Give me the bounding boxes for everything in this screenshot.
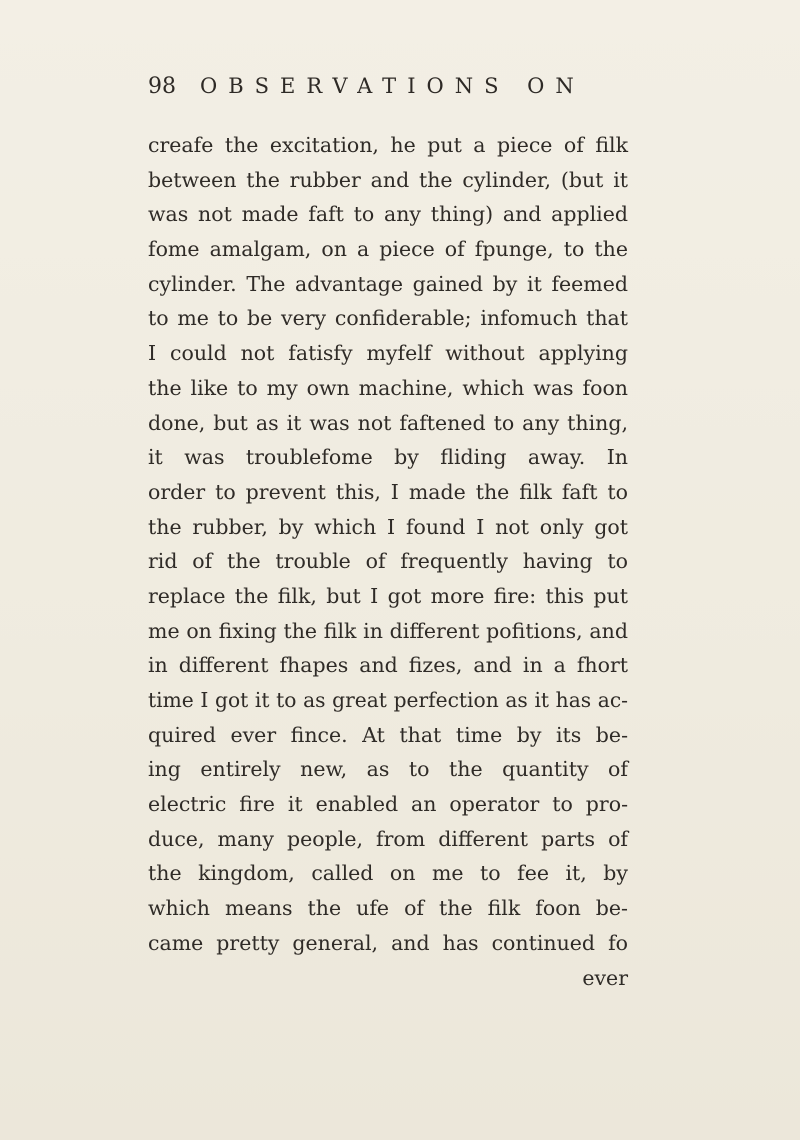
running-head: OBSERVATIONS ON <box>200 74 585 98</box>
text-line: rid of the trouble of frequently having to <box>148 549 628 574</box>
catchword: ever <box>582 965 628 990</box>
text-line: ing entirely new, as to the quantity of <box>148 757 628 782</box>
text-line: was not made faft to any thing) and applied <box>148 202 628 227</box>
text-line: between the rubber and the cylinder, (but it <box>148 167 628 192</box>
text-line: replace the filk, but I got more fire: this put <box>148 583 628 608</box>
text-line: quired ever fince. At that time by its be- <box>148 722 628 747</box>
text-line: the like to my own machine, which was foon <box>148 375 628 400</box>
text-line: creafe the excitation, he put a piece of filk <box>148 133 628 157</box>
text-line: cylinder. The advantage gained by it feemed <box>148 271 628 296</box>
text-line: which means the ufe of the filk foon be- <box>148 896 628 921</box>
text-line: me on fixing the filk in different pofitions, and <box>148 618 628 643</box>
page-number: 98 <box>148 74 176 99</box>
text-line: electric fire it enabled an operator to pro- <box>148 792 628 817</box>
text-line: the kingdom, called on me to fee it, by <box>148 861 628 886</box>
text-line: the rubber, by which I found I not only got <box>148 514 628 539</box>
text-line: time I got it to as great perfection as it has ac- <box>148 688 628 712</box>
text-line: done, but as it was not faftened to any thing, <box>148 410 628 435</box>
text-line: order to prevent this, I made the filk faft to <box>148 479 628 504</box>
page-header <box>148 74 628 114</box>
text-line: fome amalgam, on a piece of fpunge, to the <box>148 237 628 262</box>
text-line: it was troublefome by fliding away. In <box>148 445 628 470</box>
text-line: I could not fatisfy myfelf without applying <box>148 341 628 366</box>
text-line: duce, many people, from different parts of <box>148 826 628 851</box>
body-text <box>148 128 628 995</box>
text-line: in different fhapes and fizes, and in a fhort <box>148 653 628 678</box>
text-line: to me to be very confiderable; infomuch that <box>148 306 628 331</box>
text-line: came pretty general, and has continued fo <box>148 930 628 955</box>
